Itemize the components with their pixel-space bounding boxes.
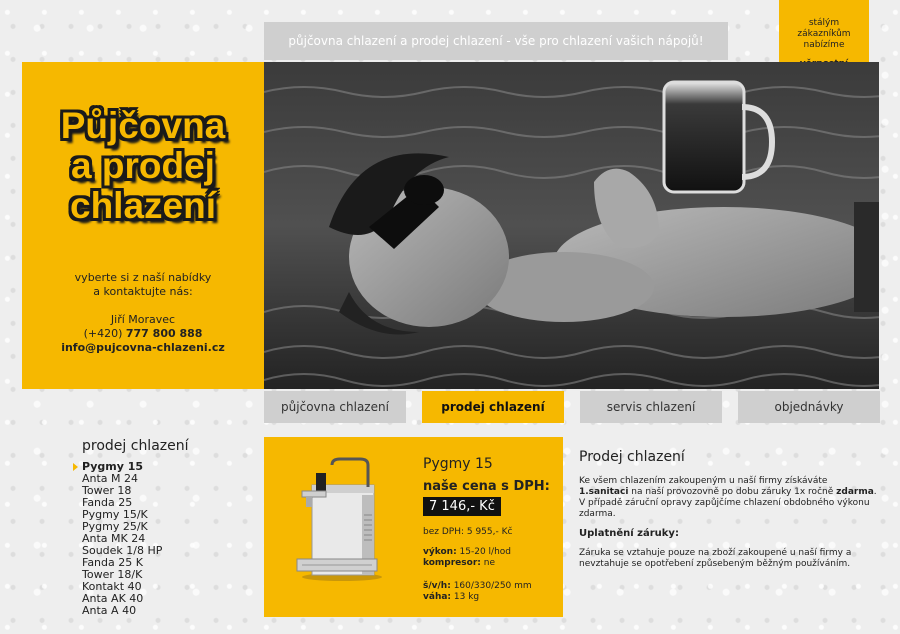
page-title: Prodej chlazení bbox=[579, 449, 685, 465]
contact-phone[interactable]: 777 800 888 bbox=[125, 327, 203, 340]
contact-phone-prefix: (+420) bbox=[83, 327, 123, 340]
main-p1-b: 1.sanitaci bbox=[579, 487, 629, 497]
nav-objednavky[interactable] bbox=[738, 391, 880, 423]
spec-weight-row bbox=[423, 592, 532, 603]
left-brand-panel bbox=[22, 62, 264, 389]
loyalty-text-2: zákazníkům bbox=[797, 29, 851, 39]
site-tagline bbox=[264, 22, 728, 60]
sidebar-item[interactable]: Fanda 25 bbox=[82, 496, 133, 509]
main-paragraph bbox=[579, 476, 879, 520]
product-price-without-vat: bez DPH: 5 955,- Kč bbox=[423, 527, 513, 537]
contact-name: Jiří Moravec bbox=[110, 313, 176, 326]
contact-email[interactable]: info@pujcovna-chlazeni.cz bbox=[61, 341, 225, 354]
spec-compressor-row bbox=[423, 558, 511, 569]
spec-compressor-label: kompresor: bbox=[423, 558, 481, 568]
intro-line-2: a kontaktujte nás: bbox=[93, 285, 193, 298]
contact-phone-row bbox=[22, 327, 264, 341]
product-specs bbox=[423, 547, 511, 569]
spec-dims-row bbox=[423, 581, 532, 592]
logo-line-1: Půjčovna bbox=[60, 105, 226, 146]
sidebar-product-list bbox=[82, 461, 162, 617]
sidebar-item[interactable]: Anta A 40 bbox=[82, 604, 137, 617]
loyalty-text-1: stálým bbox=[808, 18, 840, 28]
nav-servis-label: servis chlazení bbox=[606, 400, 696, 414]
sidebar-title: prodej chlazení bbox=[82, 438, 189, 454]
warranty-heading: Uplatnění záruky: bbox=[579, 528, 679, 539]
sidebar-item[interactable]: Pygmy 25/K bbox=[82, 520, 148, 533]
spec-power-row bbox=[423, 547, 511, 558]
main-p1-e: . V případě záruční opravy zapůjčíme chlazení obdobného výkonu zdarma. bbox=[579, 487, 877, 519]
intro-text bbox=[22, 271, 264, 299]
spec-weight: 13 kg bbox=[453, 592, 480, 602]
sidebar-item[interactable]: Tower 18 bbox=[82, 484, 132, 497]
product-specs-2 bbox=[423, 581, 532, 603]
main-p1-a: Ke všem chlazením zakoupeným u naší firmy získáváte bbox=[579, 476, 828, 486]
product-price: 7 146,- Kč bbox=[423, 497, 501, 516]
sidebar-item[interactable]: Anta MK 24 bbox=[82, 532, 146, 545]
product-name: Pygmy 15 bbox=[423, 456, 493, 472]
spec-power-label: výkon: bbox=[423, 547, 457, 557]
intro-line-1: vyberte si z naší nabídky bbox=[74, 271, 212, 284]
product-price-label: naše cena s DPH: bbox=[423, 479, 550, 494]
hero-photo bbox=[264, 62, 879, 389]
spec-dims-label: š/v/h: bbox=[423, 581, 451, 591]
logo-line-2: a prodej bbox=[71, 145, 215, 186]
sidebar-item[interactable]: Tower 18/K bbox=[82, 568, 143, 581]
sidebar-item[interactable]: Anta AK 40 bbox=[82, 592, 144, 605]
sidebar-item[interactable]: Anta M 24 bbox=[82, 472, 139, 485]
main-p1-d: zdarma bbox=[836, 487, 874, 497]
spec-compressor: ne bbox=[483, 558, 495, 568]
nav-prodej[interactable] bbox=[422, 391, 564, 423]
warranty-paragraph: Záruka se vztahuje pouze na zboží zakoupené u naší firmy a nevztahuje se opotřebení způsebeným běžným používáním. bbox=[579, 548, 852, 569]
nav-objednavky-label: objednávky bbox=[774, 400, 844, 414]
nav-servis[interactable] bbox=[580, 391, 722, 423]
logo-line-3: chlazení bbox=[70, 185, 216, 226]
main-p1-c: na naší provozovně po dobu záruky 1x ročně bbox=[631, 487, 834, 497]
spec-weight-label: váha: bbox=[423, 592, 452, 602]
spec-power: 15-20 l/hod bbox=[459, 547, 512, 557]
site-logo[interactable] bbox=[22, 106, 264, 226]
spec-dims: 160/330/250 mm bbox=[453, 581, 532, 591]
sidebar-item[interactable]: Pygmy 15 bbox=[82, 461, 162, 473]
loyalty-text-3: nabízíme bbox=[803, 40, 845, 50]
tagline-text: půjčovna chlazení a prodej chlazení - vše pro chlazení vašich nápojů! bbox=[288, 34, 704, 48]
nav-pujcovna-label: půjčovna chlazení bbox=[281, 400, 389, 414]
contact-block bbox=[22, 313, 264, 355]
sidebar-item[interactable]: Fanda 25 K bbox=[82, 556, 143, 569]
sidebar-item[interactable]: Soudek 1/8 HP bbox=[82, 544, 163, 557]
product-image bbox=[292, 455, 392, 585]
hero-image bbox=[264, 62, 879, 389]
sidebar-item[interactable]: Pygmy 15/K bbox=[82, 508, 148, 521]
nav-prodej-label: prodej chlazení bbox=[441, 400, 545, 414]
sidebar-item[interactable]: Kontakt 40 bbox=[82, 580, 142, 593]
nav-pujcovna[interactable] bbox=[264, 391, 406, 423]
